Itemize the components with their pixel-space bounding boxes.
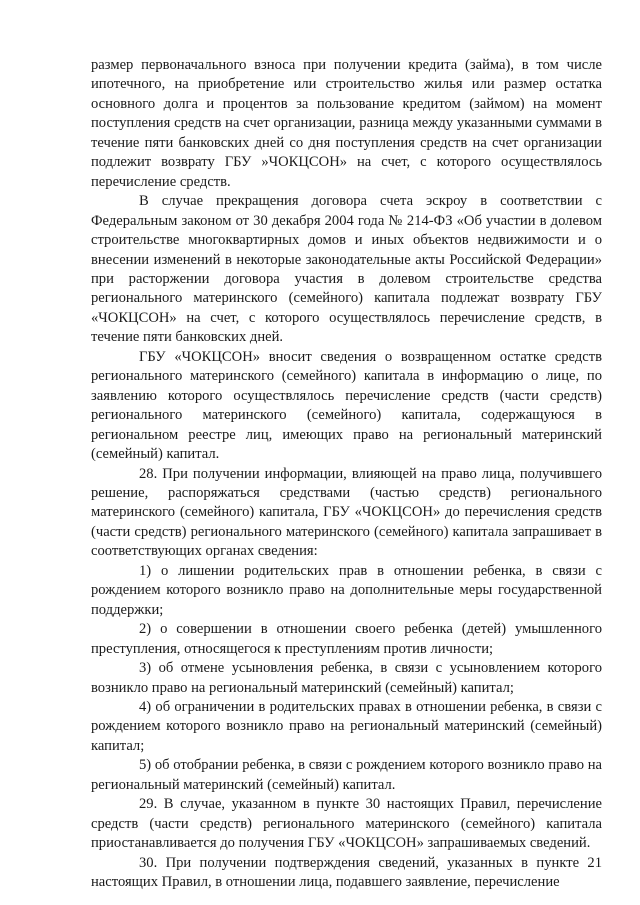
document-page [91,56,602,892]
paragraph-registry-update: ГБУ «ЧОКЦСОН» вносит сведения о возвращенном остатке средств регионального материнского (семейного) капитала в информацию о лице, по заявлению которого осуществлялось перечисление средств (части средств) регионального материнского (семейного) капитала, содержащуюся в региональном реестре лиц, имеющих право на региональный материнский (семейный) капитал. [91,348,602,463]
list-item-5: 5) об отобрании ребенка, в связи с рождением которого возникло право на региональный материнский (семейный) капитал. [91,757,602,793]
paragraph-escrow-termination: В случае прекращения договора счета эскроу в соответствии с Федеральным законом от 30 декабря 2004 года № 214-ФЗ «Об участии в долевом строительстве многоквартирных домов и иных объектов недвижимости и о внесении изменений в некоторые законодательные акты Российской Федерации» при расторжении договора участия в долевом строительстве средства регионального материнского (семейного) капитала подлежат возврату ГБУ «ЧОКЦСОН» на счет, с которого осуществлялось перечисление средств, в течение пяти банковских дней. [91,193,602,346]
paragraph-item-28: 28. При получении информации, влияющей на право лица, получившего решение, распоряжаться средствами (частью средств) регионального материнского (семейного) капитала, ГБУ «ЧОКЦСОН» до перечисления средств (части средств) регионального материнского (семейного) капитала запрашивает в соответствующих органах сведения: [91,465,602,560]
paragraph-item-29: 29. В случае, указанном в пункте 30 настоящих Правил, перечисление средств (части средств) регионального материнского (семейного) капитала приостанавливается до получения ГБУ «ЧОКЦСОН» запрашиваемых сведений. [91,796,602,852]
list-item-1: 1) о лишении родительских прав в отношении ребенка, в связи с рождением которого возникло право на дополнительные меры государственной поддержки; [91,562,602,618]
list-item-3: 3) об отмене усыновления ребенка, в связи с усыновлением которого возникло право на региональный материнский (семейный) капитал; [91,660,602,696]
list-item-2: 2) о совершении в отношении своего ребенка (детей) умышленного преступления, относящегося к преступлениям против личности; [91,621,602,657]
list-item-4: 4) об ограничении в родительских правах в отношении ребенка, в связи с рождением которого возникло право на региональный материнский (семейный) капитал; [91,698,602,754]
paragraph-continuation: размер первоначального взноса при получении кредита (займа), в том числе ипотечного, на приобретение или строительство жилья или размер остатка основного долга и процентов за пользование кредитом (займом) на момент поступления средств на счет организации, разница между указанными суммами в течение пяти банковских дней со дня поступления средств на счет организации подлежит возврату ГБУ »ЧОКЦСОН» на счет, с которого осуществлялось перечисление средств. [91,57,602,190]
paragraph-item-30: 30. При получении подтверждения сведений, указанных в пункте 21 настоящих Правил, в отношении лица, подавшего заявление, перечисление [91,854,602,891]
